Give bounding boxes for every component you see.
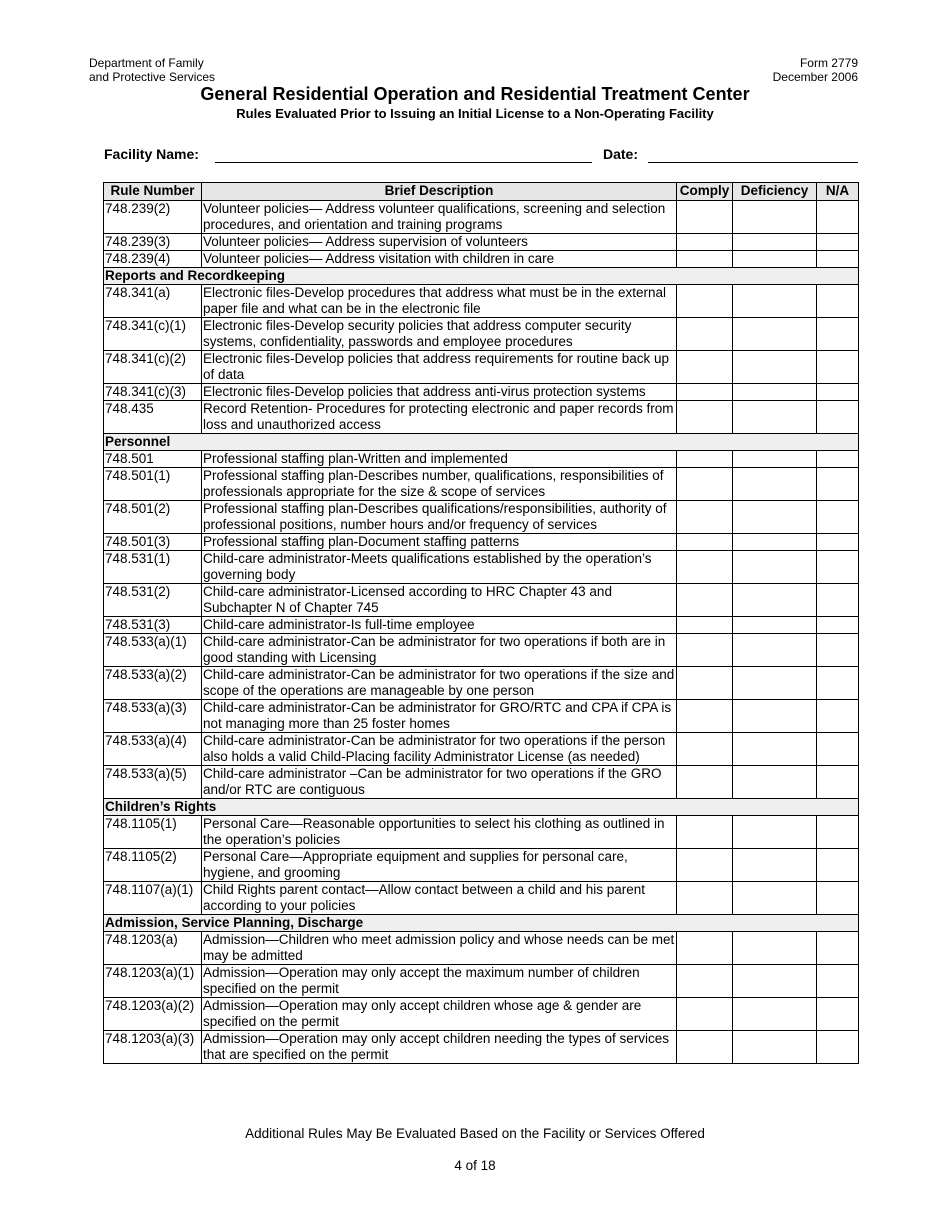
- description-cell: Electronic files-Develop security policies that address computer security systems, confidentiality, passwords and employee procedures: [202, 318, 677, 351]
- description-cell: Volunteer policies— Address volunteer qualifications, screening and selection procedures, and orientation and training programs: [202, 201, 677, 234]
- deficiency-cell[interactable]: [733, 451, 817, 468]
- description-cell: Electronic files-Develop policies that address anti-virus protection systems: [202, 384, 677, 401]
- facility-name-label: Facility Name:: [104, 146, 199, 162]
- comply-cell[interactable]: [677, 1031, 733, 1064]
- table-row: [104, 201, 859, 234]
- rule-number-cell: 748.1107(a)(1): [104, 882, 202, 915]
- rule-number-cell: 748.531(3): [104, 617, 202, 634]
- deficiency-cell[interactable]: [733, 849, 817, 882]
- rule-number-cell: 748.531(1): [104, 551, 202, 584]
- description-cell: Child-care administrator-Can be administrator for two operations if the person also holds a valid Child-Placing facility Administrator License (as needed): [202, 733, 677, 766]
- table-row: [104, 700, 859, 733]
- table-row: [104, 584, 859, 617]
- na-cell[interactable]: [817, 534, 859, 551]
- table-row: [104, 617, 859, 634]
- deficiency-cell[interactable]: [733, 932, 817, 965]
- na-cell[interactable]: [817, 733, 859, 766]
- deficiency-cell[interactable]: [733, 882, 817, 915]
- header-comply: Comply: [677, 183, 733, 201]
- na-cell[interactable]: [817, 401, 859, 434]
- description-cell: Child-care administrator-Can be administrator for GRO/RTC and CPA if CPA is not managing more than 25 foster homes: [202, 700, 677, 733]
- table-row: [104, 251, 859, 268]
- table-row: [104, 234, 859, 251]
- rule-number-cell: 748.1203(a)(2): [104, 998, 202, 1031]
- table-row: [104, 667, 859, 700]
- na-cell[interactable]: [817, 201, 859, 234]
- deficiency-cell[interactable]: [733, 468, 817, 501]
- rule-number-cell: 748.435: [104, 401, 202, 434]
- rules-table-body: [104, 201, 859, 1064]
- form-number: Form 2779: [799, 56, 858, 70]
- comply-cell[interactable]: [677, 534, 733, 551]
- comply-cell[interactable]: [677, 384, 733, 401]
- rule-number-cell: 748.239(2): [104, 201, 202, 234]
- na-cell[interactable]: [817, 285, 859, 318]
- description-cell: Admission—Operation may only accept children whose age & gender are specified on the permit: [202, 998, 677, 1031]
- section-row: [104, 799, 859, 816]
- footer-note: Additional Rules May Be Evaluated Based on the Facility or Services Offered: [245, 1126, 705, 1141]
- deficiency-cell[interactable]: [733, 534, 817, 551]
- section-row: [104, 915, 859, 932]
- table-row: [104, 384, 859, 401]
- page-number: 4 of 18: [454, 1158, 496, 1173]
- description-cell: Child-care administrator –Can be administrator for two operations if the GRO and/or RTC are contiguous: [202, 766, 677, 799]
- deficiency-cell[interactable]: [733, 766, 817, 799]
- na-cell[interactable]: [817, 551, 859, 584]
- description-cell: Volunteer policies— Address supervision of volunteers: [202, 234, 677, 251]
- description-cell: Professional staffing plan-Describes qualifications/responsibilities, authority of professional positions, number hours and/or frequency of services: [202, 501, 677, 534]
- description-cell: Personal Care—Reasonable opportunities to select his clothing as outlined in the operation’s policies: [202, 816, 677, 849]
- deficiency-cell[interactable]: [733, 501, 817, 534]
- na-cell[interactable]: [817, 667, 859, 700]
- rule-number-cell: 748.531(2): [104, 584, 202, 617]
- na-cell[interactable]: [817, 816, 859, 849]
- deficiency-cell[interactable]: [733, 384, 817, 401]
- description-cell: Volunteer policies— Address visitation with children in care: [202, 251, 677, 268]
- table-row: [104, 501, 859, 534]
- na-cell[interactable]: [817, 932, 859, 965]
- header-deficiency: Deficiency: [733, 183, 817, 201]
- rule-number-cell: 748.533(a)(3): [104, 700, 202, 733]
- description-cell: Child-care administrator-Meets qualifications established by the operation’s governing body: [202, 551, 677, 584]
- description-cell: Child Rights parent contact—Allow contact between a child and his parent according to your policies: [202, 882, 677, 915]
- section-title: Reports and Recordkeeping: [104, 268, 859, 285]
- date-label: Date:: [603, 146, 639, 162]
- na-cell[interactable]: [817, 700, 859, 733]
- deficiency-cell[interactable]: [733, 251, 817, 268]
- form-date: December 2006: [772, 70, 858, 84]
- section-row: [104, 434, 859, 451]
- date-field[interactable]: [648, 162, 858, 163]
- na-cell[interactable]: [817, 634, 859, 667]
- comply-cell[interactable]: [677, 501, 733, 534]
- na-cell[interactable]: [817, 849, 859, 882]
- na-cell[interactable]: [817, 617, 859, 634]
- table-row: [104, 882, 859, 915]
- comply-cell[interactable]: [677, 617, 733, 634]
- comply-cell[interactable]: [677, 965, 733, 998]
- na-cell[interactable]: [817, 766, 859, 799]
- table-row: [104, 965, 859, 998]
- deficiency-cell[interactable]: [733, 551, 817, 584]
- rule-number-cell: 748.533(a)(1): [104, 634, 202, 667]
- department-name: [89, 56, 215, 84]
- na-cell[interactable]: [817, 468, 859, 501]
- facility-name-field[interactable]: [215, 162, 592, 163]
- na-cell[interactable]: [817, 882, 859, 915]
- comply-cell[interactable]: [677, 584, 733, 617]
- deficiency-cell[interactable]: [733, 234, 817, 251]
- description-cell: Child-care administrator-Can be administrator for two operations if the size and scope of the operations are manageable by one person: [202, 667, 677, 700]
- comply-cell[interactable]: [677, 849, 733, 882]
- comply-cell[interactable]: [677, 634, 733, 667]
- na-cell[interactable]: [817, 384, 859, 401]
- comply-cell[interactable]: [677, 700, 733, 733]
- comply-cell[interactable]: [677, 318, 733, 351]
- comply-cell[interactable]: [677, 234, 733, 251]
- header-rule-number: Rule Number: [104, 183, 202, 201]
- page-subtitle: Rules Evaluated Prior to Issuing an Initial License to a Non-Operating Facility: [236, 106, 714, 121]
- comply-cell[interactable]: [677, 285, 733, 318]
- comply-cell[interactable]: [677, 401, 733, 434]
- description-cell: Electronic files-Develop procedures that address what must be in the external paper file and what can be in the electronic file: [202, 285, 677, 318]
- table-row: [104, 534, 859, 551]
- description-cell: Professional staffing plan-Describes number, qualifications, responsibilities of professionals appropriate for the size & scope of services: [202, 468, 677, 501]
- table-header-row: [104, 183, 859, 201]
- deficiency-cell[interactable]: [733, 285, 817, 318]
- comply-cell[interactable]: [677, 998, 733, 1031]
- na-cell[interactable]: [817, 998, 859, 1031]
- deficiency-cell[interactable]: [733, 617, 817, 634]
- comply-cell[interactable]: [677, 201, 733, 234]
- table-row: [104, 932, 859, 965]
- description-cell: Professional staffing plan-Document staffing patterns: [202, 534, 677, 551]
- section-title: Admission, Service Planning, Discharge: [104, 915, 859, 932]
- deficiency-cell[interactable]: [733, 733, 817, 766]
- deficiency-cell[interactable]: [733, 1031, 817, 1064]
- table-row: [104, 551, 859, 584]
- rule-number-cell: 748.501(1): [104, 468, 202, 501]
- rule-number-cell: 748.533(a)(4): [104, 733, 202, 766]
- rule-number-cell: 748.341(c)(1): [104, 318, 202, 351]
- table-row: [104, 401, 859, 434]
- rules-table: [103, 182, 859, 1064]
- deficiency-cell[interactable]: [733, 401, 817, 434]
- header-brief-description: Brief Description: [202, 183, 677, 201]
- table-row: [104, 816, 859, 849]
- rule-number-cell: 748.239(3): [104, 234, 202, 251]
- description-cell: Personal Care—Appropriate equipment and supplies for personal care, hygiene, and grooming: [202, 849, 677, 882]
- rule-number-cell: 748.1203(a)(3): [104, 1031, 202, 1064]
- table-row: [104, 451, 859, 468]
- comply-cell[interactable]: [677, 351, 733, 384]
- section-title: Children’s Rights: [104, 799, 859, 816]
- table-row: [104, 733, 859, 766]
- table-row: [104, 285, 859, 318]
- table-row: [104, 849, 859, 882]
- rule-number-cell: 748.1203(a)(1): [104, 965, 202, 998]
- rule-number-cell: 748.501: [104, 451, 202, 468]
- na-cell[interactable]: [817, 584, 859, 617]
- description-cell: Professional staffing plan-Written and implemented: [202, 451, 677, 468]
- header-na: N/A: [817, 183, 859, 201]
- comply-cell[interactable]: [677, 251, 733, 268]
- comply-cell[interactable]: [677, 667, 733, 700]
- table-row: [104, 766, 859, 799]
- deficiency-cell[interactable]: [733, 201, 817, 234]
- deficiency-cell[interactable]: [733, 318, 817, 351]
- comply-cell[interactable]: [677, 551, 733, 584]
- description-cell: Admission—Operation may only accept the maximum number of children specified on the permit: [202, 965, 677, 998]
- table-row: [104, 998, 859, 1031]
- table-row: [104, 468, 859, 501]
- rule-number-cell: 748.341(c)(3): [104, 384, 202, 401]
- description-cell: Electronic files-Develop policies that address requirements for routine back up of data: [202, 351, 677, 384]
- deficiency-cell[interactable]: [733, 634, 817, 667]
- description-cell: Record Retention- Procedures for protecting electronic and paper records from loss and unauthorized access: [202, 401, 677, 434]
- comply-cell[interactable]: [677, 468, 733, 501]
- na-cell[interactable]: [817, 251, 859, 268]
- deficiency-cell[interactable]: [733, 816, 817, 849]
- na-cell[interactable]: [817, 1031, 859, 1064]
- rule-number-cell: 748.1105(2): [104, 849, 202, 882]
- deficiency-cell[interactable]: [733, 667, 817, 700]
- page-title: General Residential Operation and Residential Treatment Center: [200, 84, 750, 104]
- deficiency-cell[interactable]: [733, 998, 817, 1031]
- section-title: Personnel: [104, 434, 859, 451]
- department-line-2: and Protective Services: [89, 70, 216, 84]
- comply-cell[interactable]: [677, 451, 733, 468]
- deficiency-cell[interactable]: [733, 351, 817, 384]
- rule-number-cell: 748.501(2): [104, 501, 202, 534]
- rule-number-cell: 748.1203(a): [104, 932, 202, 965]
- rule-number-cell: 748.341(a): [104, 285, 202, 318]
- section-row: [104, 268, 859, 285]
- rule-number-cell: 748.239(4): [104, 251, 202, 268]
- description-cell: Admission—Children who meet admission policy and whose needs can be met may be admitted: [202, 932, 677, 965]
- rule-number-cell: 748.533(a)(5): [104, 766, 202, 799]
- deficiency-cell[interactable]: [733, 700, 817, 733]
- na-cell[interactable]: [817, 501, 859, 534]
- comply-cell[interactable]: [677, 733, 733, 766]
- rule-number-cell: 748.1105(1): [104, 816, 202, 849]
- table-row: [104, 351, 859, 384]
- description-cell: Child-care administrator-Licensed according to HRC Chapter 43 and Subchapter N of Chapter 745: [202, 584, 677, 617]
- form-info: [773, 56, 858, 84]
- description-cell: Child-care administrator-Can be administrator for two operations if both are in good standing with Licensing: [202, 634, 677, 667]
- rule-number-cell: 748.501(3): [104, 534, 202, 551]
- table-row: [104, 318, 859, 351]
- na-cell[interactable]: [817, 234, 859, 251]
- rule-number-cell: 748.341(c)(2): [104, 351, 202, 384]
- comply-cell[interactable]: [677, 766, 733, 799]
- description-cell: Admission—Operation may only accept children needing the types of services that are specified on the permit: [202, 1031, 677, 1064]
- department-line-1: Department of Family: [89, 56, 204, 70]
- deficiency-cell[interactable]: [733, 965, 817, 998]
- na-cell[interactable]: [817, 351, 859, 384]
- comply-cell[interactable]: [677, 932, 733, 965]
- comply-cell[interactable]: [677, 882, 733, 915]
- table-row: [104, 1031, 859, 1064]
- comply-cell[interactable]: [677, 816, 733, 849]
- rule-number-cell: 748.533(a)(2): [104, 667, 202, 700]
- na-cell[interactable]: [817, 451, 859, 468]
- deficiency-cell[interactable]: [733, 584, 817, 617]
- na-cell[interactable]: [817, 965, 859, 998]
- table-row: [104, 634, 859, 667]
- na-cell[interactable]: [817, 318, 859, 351]
- description-cell: Child-care administrator-Is full-time employee: [202, 617, 677, 634]
